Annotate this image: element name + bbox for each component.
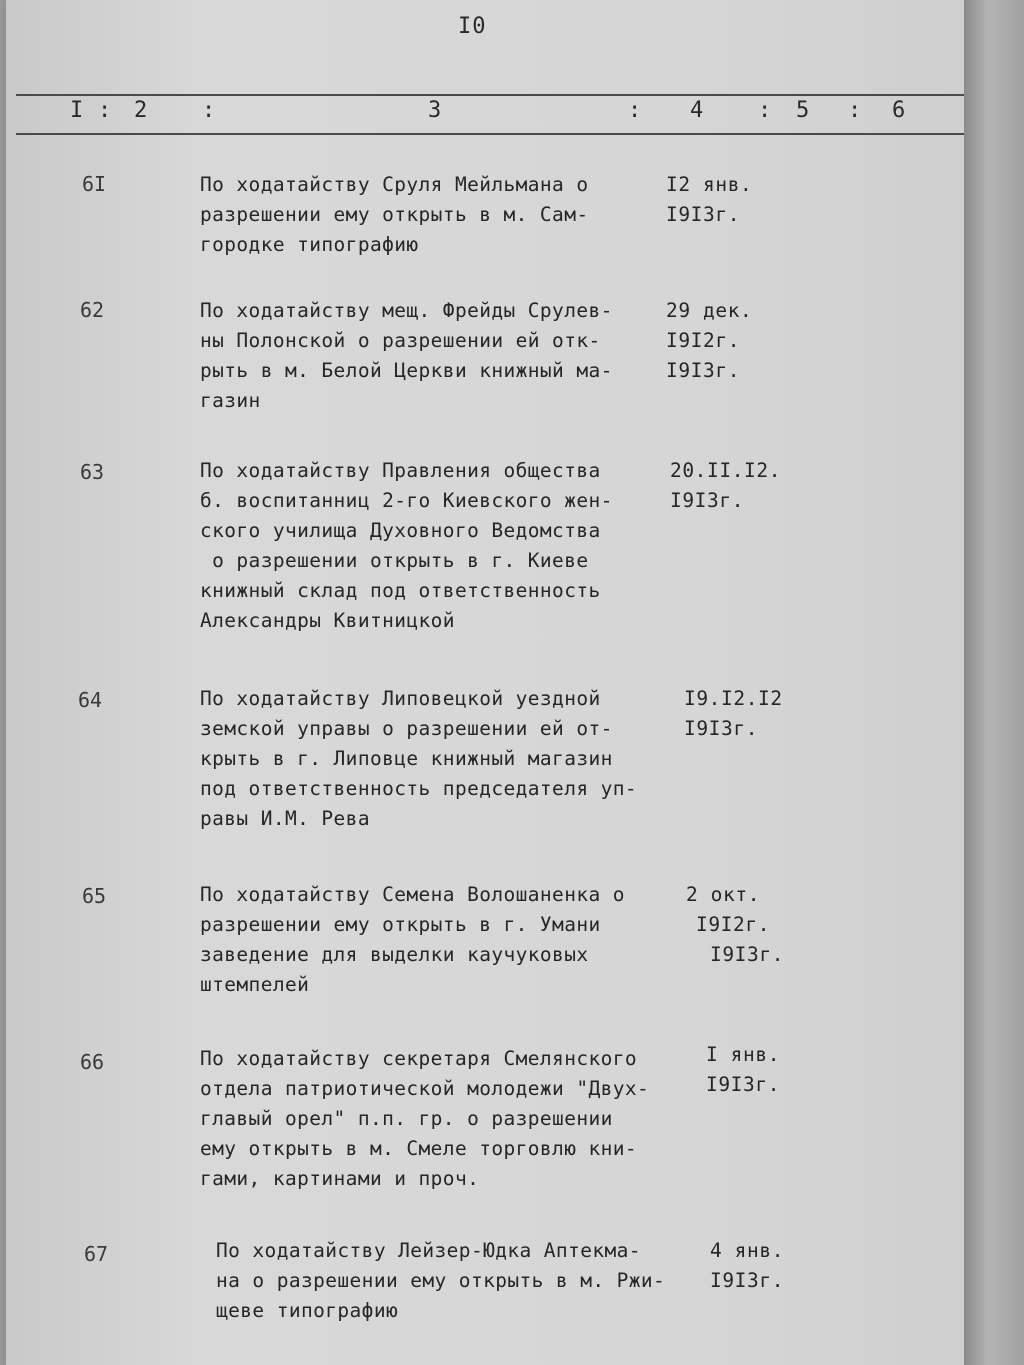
row-dates: 20.II.I2. I9I3г.: [670, 459, 782, 512]
row-description: По ходатайству Лейзер-Юдка Аптекма- на о разрешении ему открыть в м. Ржи- щеве типографию: [216, 1239, 666, 1322]
row-number: 62: [80, 298, 105, 322]
row-description: По ходатайству Правления общества б. воспитанниц 2-го Киевского жен- ского училища Духовного Ведомства о разрешении открыть в г. Киеве книжный склад под ответственность Александры Квитницкой: [200, 459, 613, 632]
row-number: 63: [80, 460, 105, 484]
header-col-4: 4: [690, 98, 704, 123]
row-dates: I2 янв. I9I3г.: [666, 173, 753, 226]
header-separator: :: [758, 98, 772, 123]
header-col-6: 6: [892, 98, 906, 123]
row-description: По ходатайству мещ. Фрейды Срулев- ны Полонской о разрешении ей отк- рыть в м. Белой Церкви книжный ма- газин: [200, 299, 613, 412]
document-page: [6, 0, 964, 1365]
row-dates: 2 окт. I9I2г. I9I3г.: [686, 883, 785, 966]
row-description: По ходатайству Сруля Мейльмана о разрешении ему открыть в м. Сам- городке типографию: [200, 173, 589, 256]
header-col-1: I: [70, 98, 84, 123]
row-dates: I янв. I9I3г.: [706, 1043, 781, 1096]
header-col-2: 2: [134, 98, 148, 123]
header-col-3: 3: [428, 98, 442, 123]
header-col-5: 5: [796, 98, 810, 123]
row-description: По ходатайству секретаря Смелянского отдела патриотической молодежи "Двух- главый орел" п.п. гр. о разрешении ему открыть в м. Смеле торговлю кни- гами, картинами и проч.: [200, 1047, 650, 1190]
header-rule-bottom: [16, 133, 970, 135]
row-dates: 29 дек. I9I2г. I9I3г.: [666, 299, 753, 382]
row-number: 65: [82, 884, 107, 908]
row-description: По ходатайству Липовецкой уездной земской управы о разрешении ей от- крыть в г. Липовце книжный магазин под ответственность председателя уп- равы И.М. Рева: [200, 687, 638, 830]
row-number: 64: [78, 688, 103, 712]
row-dates: 4 янв. I9I3г.: [710, 1239, 785, 1292]
page-number: I0: [458, 14, 487, 39]
header-separator: :: [98, 98, 112, 123]
header-separator: :: [628, 98, 642, 123]
row-number: 66: [80, 1050, 105, 1074]
header-separator: :: [202, 98, 216, 123]
row-number: 67: [84, 1242, 109, 1266]
header-rule-top: [16, 94, 970, 96]
header-separator: :: [848, 98, 862, 123]
row-description: По ходатайству Семена Волошаненка о разрешении ему открыть в г. Умани заведение для выделки каучуковых штемпелей: [200, 883, 625, 996]
binder-edge: [964, 0, 1024, 1365]
row-dates: I9.I2.I2 I9I3г.: [684, 687, 783, 740]
row-number: 6I: [82, 172, 107, 196]
